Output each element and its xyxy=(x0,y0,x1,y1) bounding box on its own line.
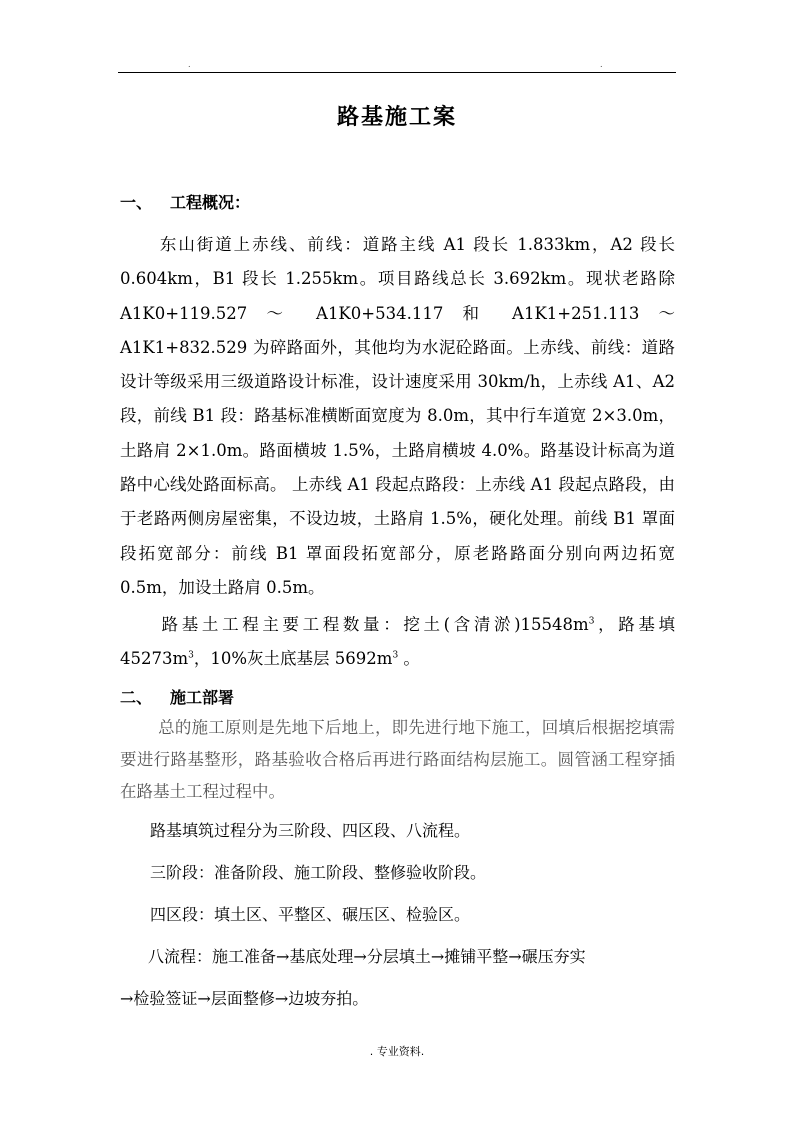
section2-paragraph1-text: 总的施工原则是先地下后地上，即先进行地下施工，回填后根据挖填需要进行路基整形，路基验收合格后再进行路面结构层施工。圆管涵工程穿插在路基土工程过程中。 xyxy=(120,718,675,801)
header-rule xyxy=(118,72,676,73)
quantity-excavation: 路基土工程主要工程数量：挖土(含清淤)15548m xyxy=(158,615,589,634)
section2-heading-text: 施工部署 xyxy=(170,688,235,707)
eight-steps-line-cont: →检验签证→层面整修→边坡夯拍。 xyxy=(120,989,369,1008)
document-title: 路基施工案 xyxy=(336,104,457,130)
superscript-3: 3 xyxy=(188,650,194,661)
quantity-end: 。 xyxy=(398,649,420,669)
quantity-lime-soil: ，10%灰土底基层 5692m xyxy=(193,649,393,669)
section2-paragraph1 xyxy=(120,712,675,808)
section1-paragraph1-text: 东山街道上赤线、前线：道路主线 A1 段长 1.833km，A2 段长 0.604km，B1 段长 1.255km。项目路线总长 3.692km。现状老路除 A1K0+119.527 ～ A1K0+534.117 和 A1K1+251.113 ～ A1K1+832.529 为碎路面外，其他均为水泥砼路面。上赤线、前线：道路设计等级采用三级道路设计标准，设计速度采用 30km/h，上赤线 A1、A2 段，前线 B1 段：路基标准横断面宽度为 8.0m，其中行车道宽 2×3.0m，土路肩 2×1.0m。路面横坡 1.5%，土路肩横坡 4.0%。路基设计标高为道路中心线处路面标高。 上赤线 A1 段起点路段：上赤线 A1 段起点路段，由于老路两侧房屋密集，不设边坡，土路肩 1.5%，硬化处理。前线 B1 罩面段拓宽部分：前线 B1 罩面段拓宽部分，原老路路面分别向两边拓宽 0.5m，加设土路肩 0.5m。 xyxy=(120,235,675,597)
section1-heading xyxy=(120,190,250,213)
superscript-3: 3 xyxy=(392,650,399,661)
section1-paragraph1 xyxy=(120,228,675,605)
section2-heading xyxy=(120,685,234,708)
eight-steps-line: 八流程：施工准备→基底处理→分层填土→摊铺平整→碾压夯实 xyxy=(148,947,586,966)
section1-heading-text: 工程概况： xyxy=(170,193,251,212)
header-dot-left: . xyxy=(188,60,191,69)
three-stages-line: 三阶段：准备阶段、施工阶段、整修验收阶段。 xyxy=(150,863,487,882)
superscript-3: 3 xyxy=(588,616,595,627)
header-dot-right: . xyxy=(600,60,603,69)
section1-number: 一、 xyxy=(120,193,153,212)
four-zones-line: 四区段：填土区、平整区、碾压区、检验区。 xyxy=(150,905,471,924)
quantity-fill: ，路基填 45273m xyxy=(120,615,676,669)
process-overview-line: 路基填筑过程分为三阶段、四区段、八流程。 xyxy=(150,821,471,840)
section1-paragraph2 xyxy=(120,608,675,677)
page-footer: . 专业资料. xyxy=(369,1045,425,1058)
section2-number: 二、 xyxy=(120,688,153,707)
